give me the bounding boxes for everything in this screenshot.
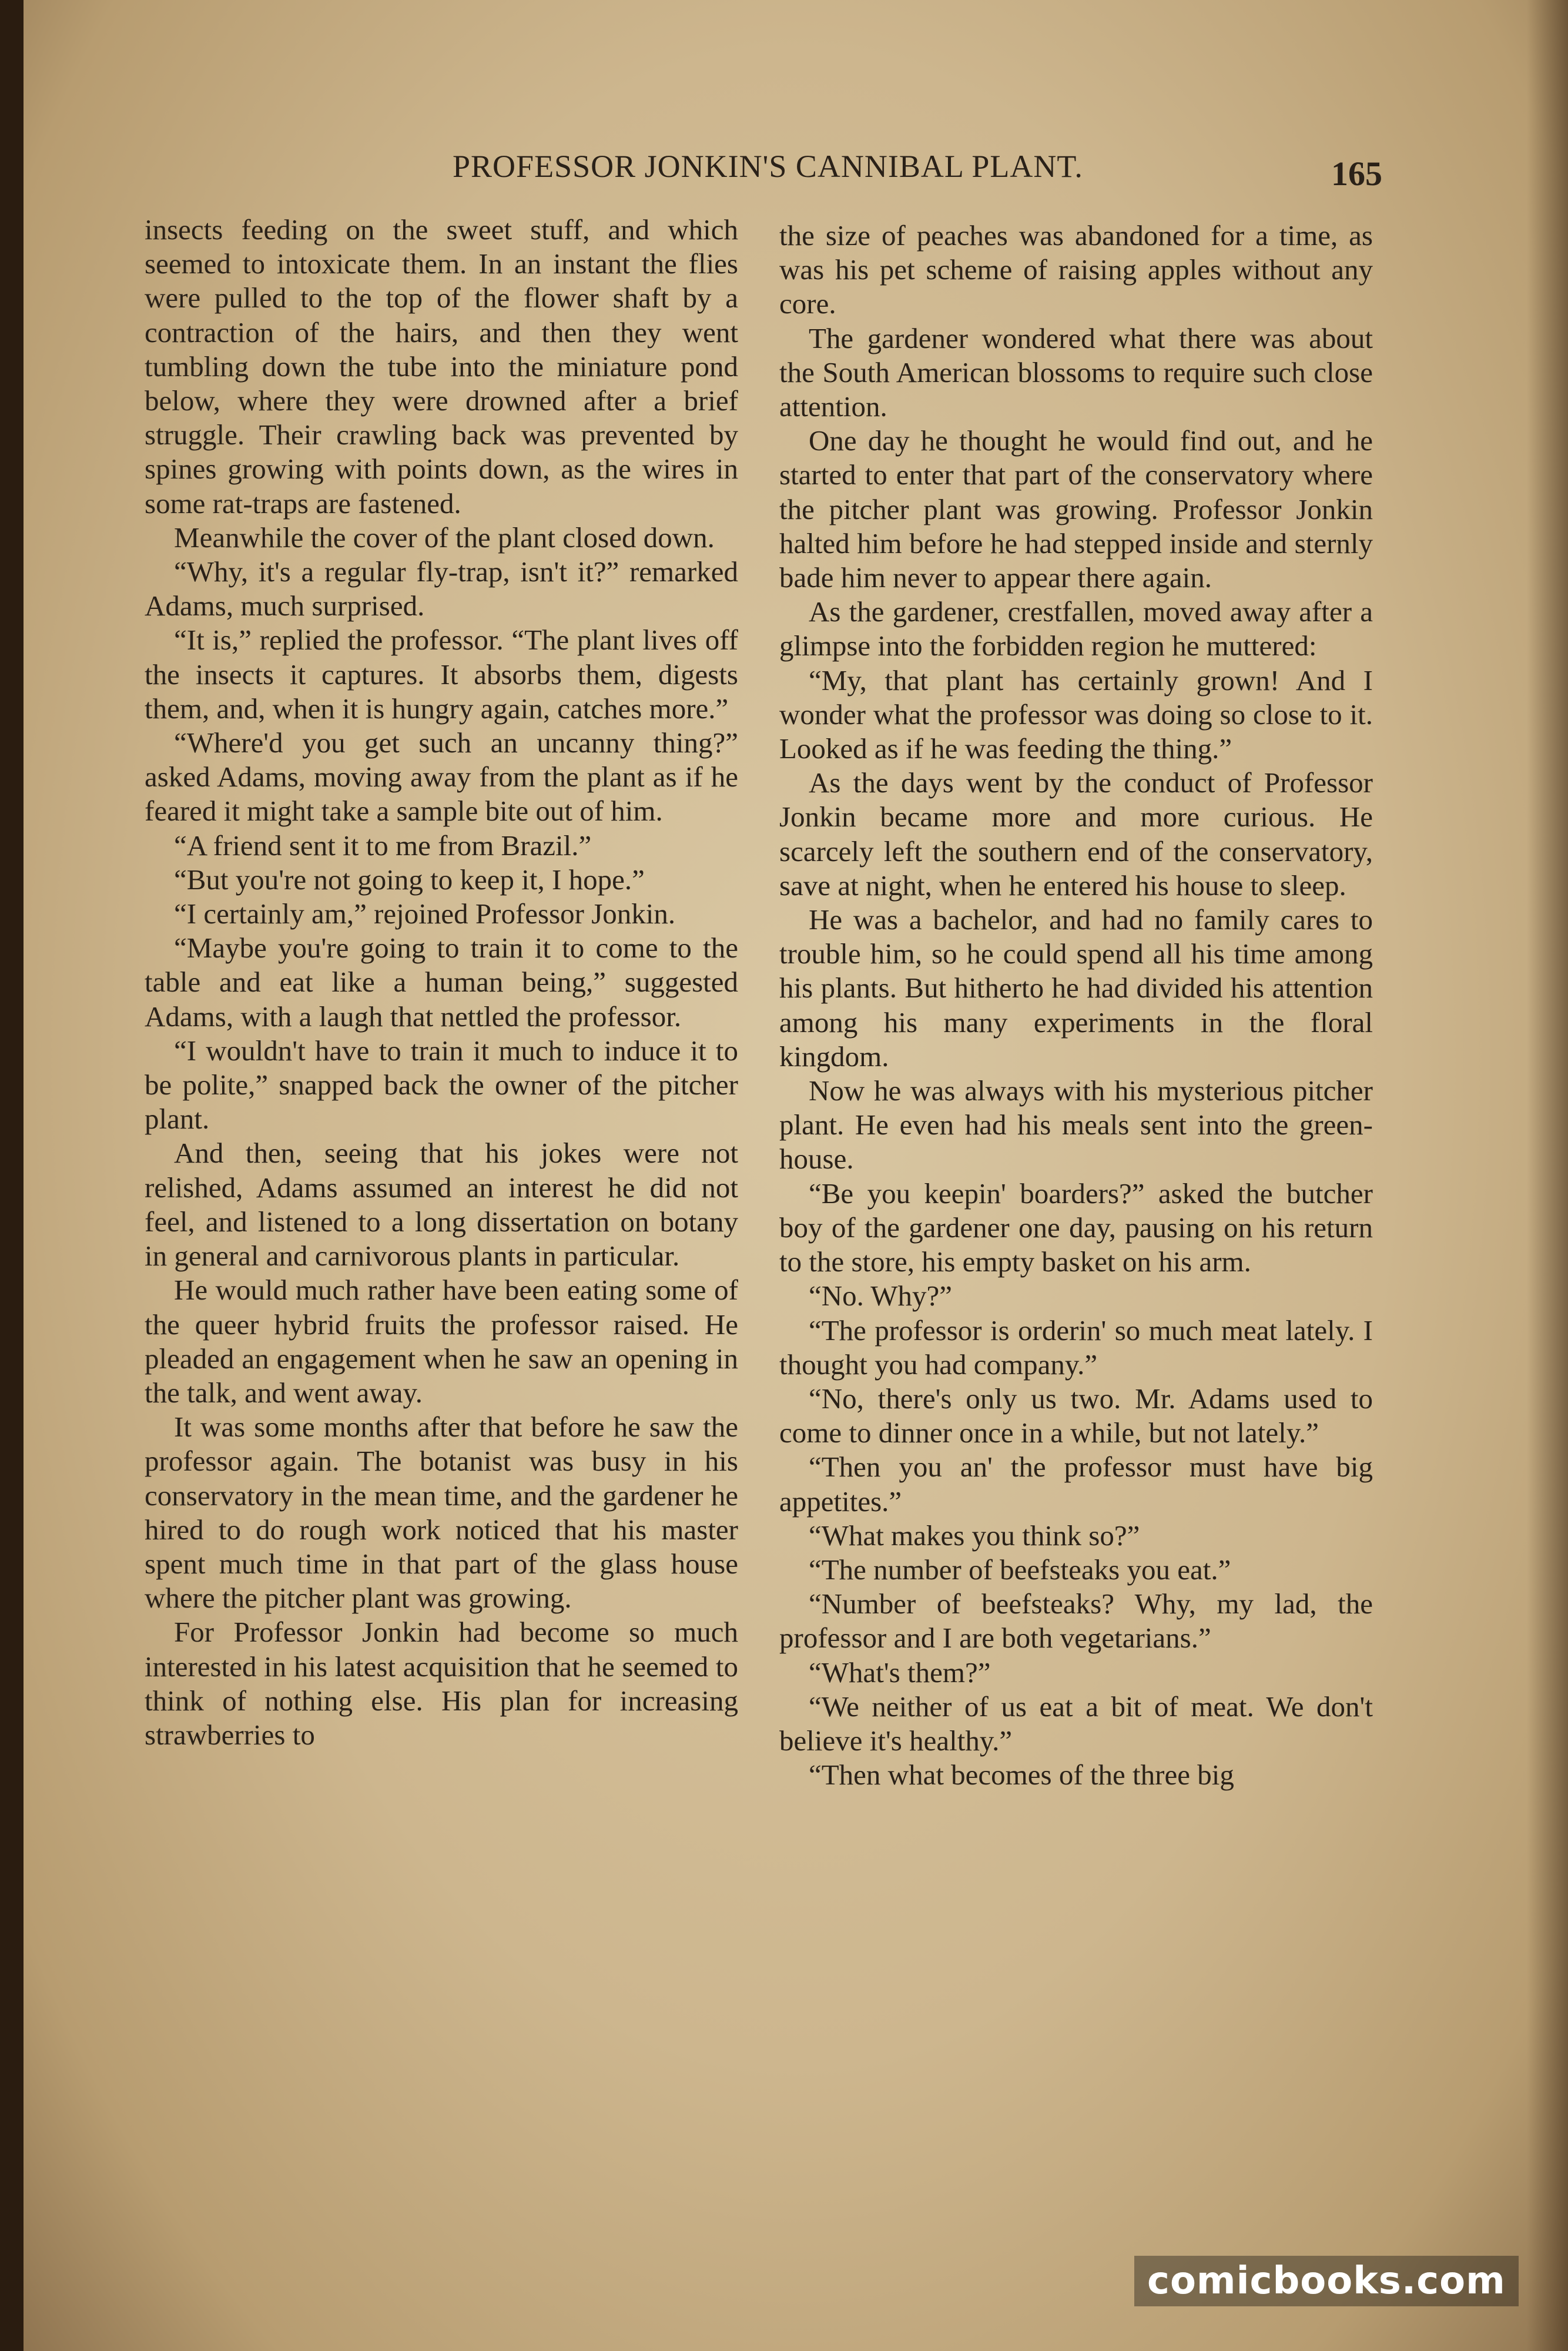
paragraph: “It is,” replied the professor. “The plant lives off the insects it captures. It absorbs them, digests them, and, when it is hungry again, catches more.”: [145, 624, 738, 725]
paragraph: “I certainly am,” rejoined Professor Jonkin.: [174, 897, 676, 930]
paragraph: “The professor is orderin' so much meat lately. I thought you had company.”: [779, 1314, 1373, 1381]
page-number: 165: [1331, 155, 1382, 193]
paragraph: “Where'd you get such an uncanny thing?” asked Adams, moving away from the plant as if he feared it might take a sample bite out of him.: [145, 726, 738, 828]
paragraph: “Number of beefsteaks? Why, my lad, the professor and I are both vegetarians.”: [779, 1588, 1373, 1655]
paragraph: “Why, it's a regular fly-trap, isn't it?” remarked Adams, much surprised.: [145, 555, 738, 622]
paragraph: “What's them?”: [809, 1656, 991, 1689]
paragraph: “But you're not going to keep it, I hope.”: [174, 863, 645, 896]
paragraph: “What makes you think so?”: [809, 1519, 1140, 1552]
paragraph: Now he was always with his mysterious pitcher plant. He even had his meals sent into the green-house.: [779, 1074, 1373, 1176]
paragraph: “Then you an' the professor must have big appetites.”: [779, 1451, 1373, 1518]
paragraph: “A friend sent it to me from Brazil.”: [174, 829, 592, 862]
paragraph: “The number of beefsteaks you eat.”: [809, 1553, 1231, 1586]
left-column: [145, 213, 738, 1752]
right-column: [779, 219, 1373, 1792]
paragraph: “No, there's only us two. Mr. Adams used to come to dinner once in a while, but not lately.”: [779, 1382, 1373, 1449]
paragraph: “No. Why?”: [809, 1280, 952, 1312]
paragraph: The gardener wondered what there was about the South American blossoms to require such close attention.: [779, 321, 1373, 423]
paragraph: “We neither of us eat a bit of meat. We don't believe it's healthy.”: [779, 1690, 1373, 1757]
paragraph: Meanwhile the cover of the plant closed down.: [174, 521, 715, 554]
paragraph: One day he thought he would find out, and he started to enter that part of the conservatory where the pitcher plant was growing. Professor Jonkin halted him before he had stepped inside and sternly bade him never to appear there again.: [779, 424, 1373, 594]
paragraph: As the days went by the conduct of Professor Jonkin became more and more curious. He scarcely left the southern end of the conservatory, save at night, when he entered his house to sleep.: [779, 766, 1373, 902]
paragraph: It was some months after that before he saw the professor again. The botanist was busy in his conservatory in the mean time, and the gardener he hired to do rough work noticed that his master spent much time in that part of the glass house where the pitcher plant was growing.: [145, 1411, 738, 1615]
paragraph: He was a bachelor, and had no family cares to trouble him, so he could spend all his time among his plants. But hitherto he had divided his attention among his many experiments in the floral kingdom.: [779, 903, 1373, 1073]
paragraph: He would much rather have been eating some of the queer hybrid fruits the professor raised. He pleaded an engagement when he saw an opening in the talk, and went away.: [145, 1274, 738, 1409]
paragraph: the size of peaches was abandoned for a time, as was his pet scheme of raising apples without any core.: [779, 219, 1373, 320]
paragraph: And then, seeing that his jokes were not relished, Adams assumed an interest he did not feel, and listened to a long dissertation on botany in general and carnivorous plants in particular.: [145, 1137, 738, 1272]
paragraph: “I wouldn't have to train it much to induce it to be polite,” snapped back the owner of the pitcher plant.: [145, 1034, 738, 1136]
running-title: PROFESSOR JONKIN'S CANNIBAL PLANT.: [453, 149, 1083, 184]
page-spine-shadow: [1527, 0, 1568, 2351]
paragraph: As the gardener, crestfallen, moved away after a glimpse into the forbidden region he muttered:: [779, 595, 1373, 662]
site-watermark: comicbooks.com: [1134, 2256, 1519, 2306]
paragraph: “Be you keepin' boarders?” asked the butcher boy of the gardener one day, pausing on his return to the store, his empty basket on his arm.: [779, 1177, 1373, 1278]
paragraph: For Professor Jonkin had become so much interested in his latest acquisition that he seemed to think of nothing else. His plan for increasing strawberries to: [145, 1616, 738, 1751]
paragraph: “Then what becomes of the three big: [809, 1759, 1234, 1791]
book-page: [24, 0, 1568, 2351]
paragraph: “Maybe you're going to train it to come to the table and eat like a human being,” suggested Adams, with a laugh that nettled the professor.: [145, 932, 738, 1033]
paragraph: “My, that plant has certainly grown! And I wonder what the professor was doing so close to it. Looked as if he was feeding the thing.”: [779, 664, 1373, 765]
paragraph: insects feeding on the sweet stuff, and which seemed to intoxicate them. In an instant the flies were pulled to the top of the flower shaft by a contraction of the hairs, and then they went tumbling down the tube into the miniature pond below, where they were drowned after a brief struggle. Their crawling back was prevented by spines growing with points down, as the wires in some rat-traps are fastened.: [145, 213, 738, 520]
